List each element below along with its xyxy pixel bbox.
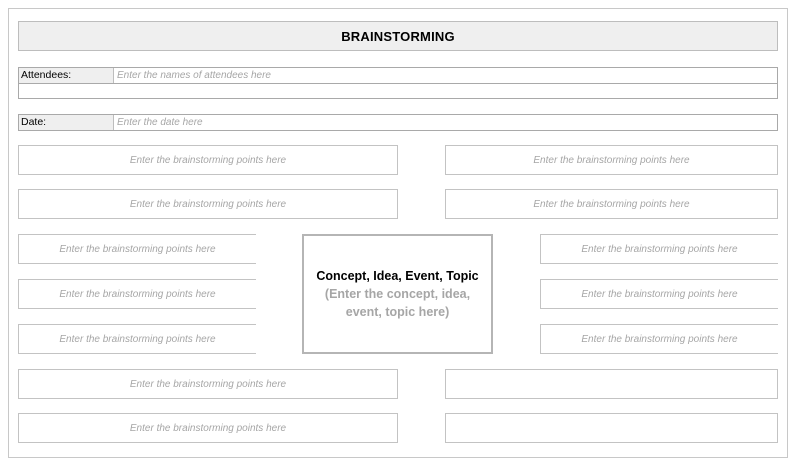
attendees-input[interactable]: Enter the names of attendees here — [117, 70, 271, 81]
attendees-row — [18, 67, 778, 84]
concept-subtitle: (Enter the concept, idea, event, topic here) — [324, 287, 471, 319]
point-box[interactable]: Enter the brainstorming points here — [540, 324, 778, 354]
point-box[interactable]: Enter the brainstorming points here — [18, 324, 256, 354]
point-box[interactable]: Enter the brainstorming points here — [18, 189, 398, 219]
point-box[interactable]: Enter the brainstorming points here — [540, 279, 778, 309]
point-box[interactable]: Enter the brainstorming points here — [540, 234, 778, 264]
concept-title: Concept, Idea, Event, Topic — [316, 269, 479, 283]
point-box[interactable]: Enter the brainstorming points here — [18, 413, 398, 443]
point-box[interactable]: Enter the brainstorming points here — [18, 279, 256, 309]
attendees-extra-line[interactable] — [18, 84, 778, 99]
concept-box[interactable] — [302, 234, 493, 354]
point-box[interactable]: Enter the brainstorming points here — [445, 145, 778, 175]
date-input[interactable]: Enter the date here — [117, 117, 203, 128]
point-box[interactable]: Enter the brainstorming points here — [18, 369, 398, 399]
date-row — [18, 114, 778, 131]
point-box[interactable] — [445, 369, 778, 399]
page-title: BRAINSTORMING — [18, 21, 778, 51]
attendees-label: Attendees: — [19, 68, 114, 83]
point-box[interactable]: Enter the brainstorming points here — [18, 145, 398, 175]
point-box[interactable]: Enter the brainstorming points here — [445, 189, 778, 219]
point-box[interactable]: Enter the brainstorming points here — [18, 234, 256, 264]
point-box[interactable] — [445, 413, 778, 443]
date-label: Date: — [19, 115, 114, 130]
